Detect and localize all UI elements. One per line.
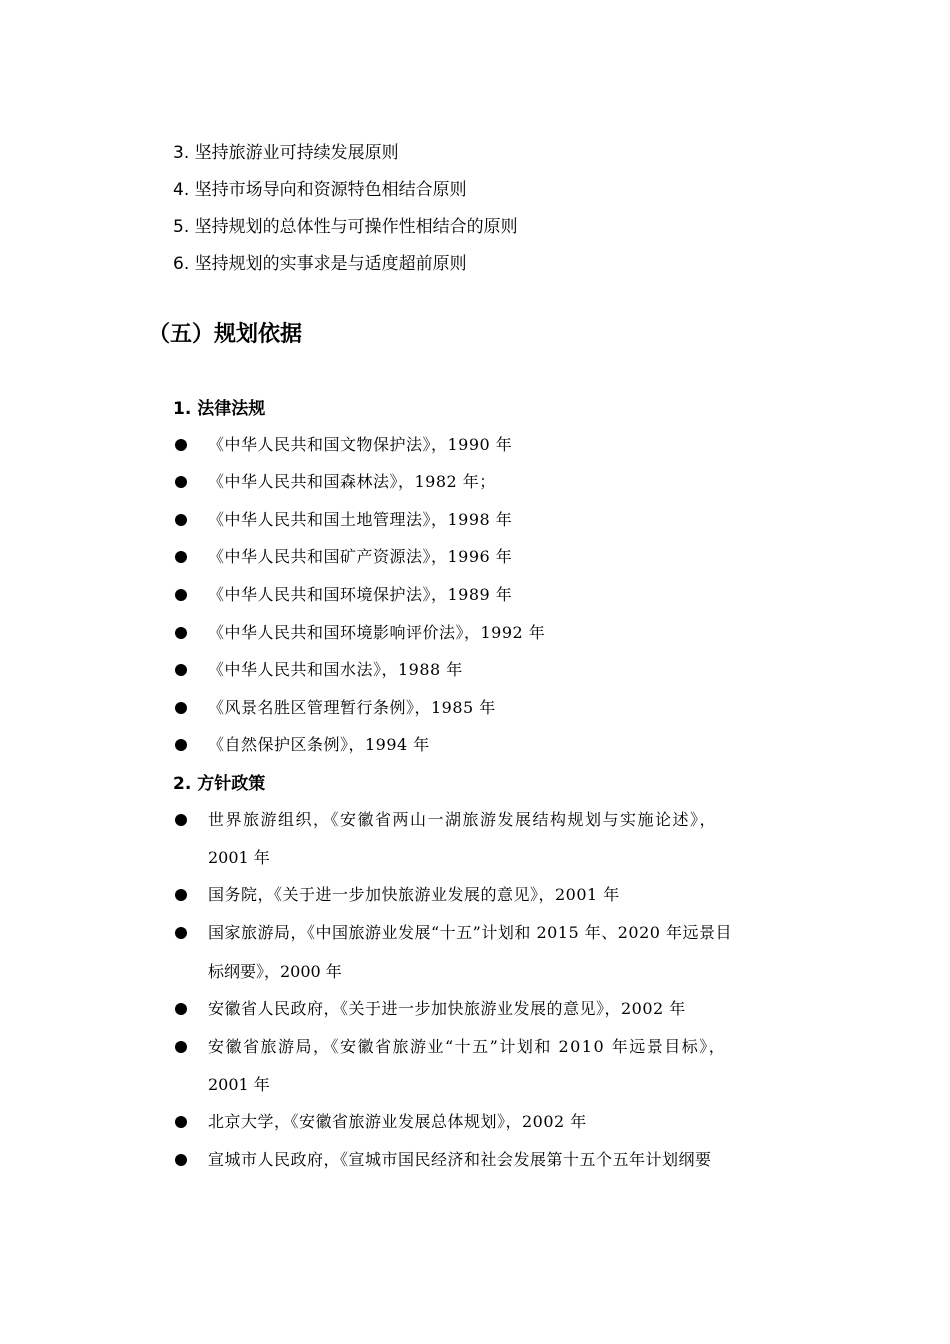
bullet-icon <box>175 476 187 488</box>
bullet-icon <box>175 664 187 676</box>
policy-item: 世界旅游组织，《安徽省两山一湖旅游发展结构规划与实施论述》， <box>208 810 718 829</box>
subsection-title-laws: 1. 法律法规 <box>173 399 266 419</box>
bullet-icon <box>175 739 187 751</box>
bullet-icon <box>175 514 187 526</box>
policy-item: 北京大学，《安徽省旅游业发展总体规划》，2002 年 <box>208 1112 587 1131</box>
bullet-icon <box>175 927 187 939</box>
law-item: 《中华人民共和国土地管理法》，1998 年 <box>208 510 513 529</box>
bullet-icon <box>175 1154 187 1166</box>
bullet-icon <box>175 889 187 901</box>
bullet-icon <box>175 1003 187 1015</box>
law-item: 《中华人民共和国环境保护法》，1989 年 <box>208 585 513 604</box>
principle-item: 3. 坚持旅游业可持续发展原则 <box>173 143 399 163</box>
bullet-icon <box>175 589 187 601</box>
law-item: 《中华人民共和国水法》，1988 年 <box>208 660 463 679</box>
bullet-icon <box>175 1041 187 1053</box>
policy-item-continuation: 标纲要》，2000 年 <box>208 962 342 981</box>
policy-item: 安徽省旅游局，《安徽省旅游业“十五”计划和 2010 年远景目标》， <box>208 1037 727 1056</box>
policy-item: 宣城市人民政府，《宣城市国民经济和社会发展第十五个五年计划纲要 <box>208 1150 712 1169</box>
law-item: 《中华人民共和国文物保护法》，1990 年 <box>208 435 513 454</box>
policy-item: 国家旅游局，《中国旅游业发展“十五”计划和 2015 年、2020 年远景目 <box>208 923 733 942</box>
law-item: 《中华人民共和国森林法》，1982 年； <box>208 472 496 491</box>
policy-item-continuation: 2001 年 <box>208 848 270 867</box>
policy-item: 安徽省人民政府，《关于进一步加快旅游业发展的意见》，2002 年 <box>208 999 686 1018</box>
law-item: 《中华人民共和国环境影响评价法》，1992 年 <box>208 623 546 642</box>
policy-item: 国务院，《关于进一步加快旅游业发展的意见》，2001 年 <box>208 885 620 904</box>
principle-item: 6. 坚持规划的实事求是与适度超前原则 <box>173 254 467 274</box>
subsection-title-policies: 2. 方针政策 <box>173 774 266 794</box>
bullet-icon <box>175 439 187 451</box>
bullet-icon <box>175 1116 187 1128</box>
bullet-icon <box>175 814 187 826</box>
principle-item: 4. 坚持市场导向和资源特色相结合原则 <box>173 180 467 200</box>
section-title: （五）规划依据 <box>148 322 303 347</box>
law-item: 《中华人民共和国矿产资源法》，1996 年 <box>208 547 513 566</box>
principle-item: 5. 坚持规划的总体性与可操作性相结合的原则 <box>173 217 518 237</box>
law-item: 《自然保护区条例》，1994 年 <box>208 735 430 754</box>
bullet-icon <box>175 627 187 639</box>
law-item: 《风景名胜区管理暂行条例》，1985 年 <box>208 698 496 717</box>
bullet-icon <box>175 551 187 563</box>
policy-item-continuation: 2001 年 <box>208 1075 270 1094</box>
bullet-icon <box>175 702 187 714</box>
